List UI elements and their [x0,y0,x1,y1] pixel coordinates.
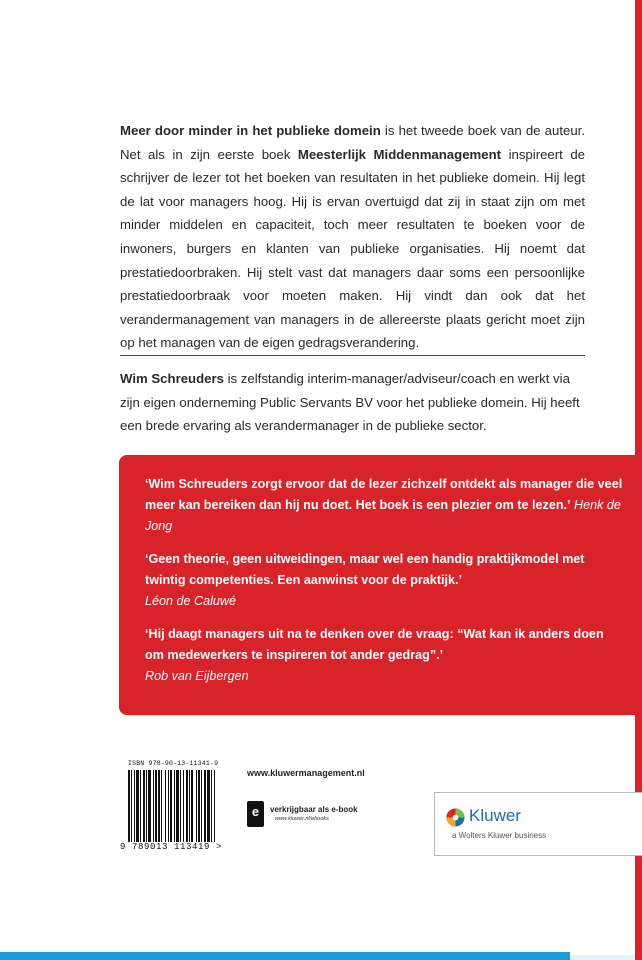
barcode-bar [214,770,215,842]
isbn-barcode [120,760,226,856]
publisher-name: Kluwer [469,806,521,825]
barcode-bar [189,770,190,842]
barcode-bar [134,770,135,842]
quote-text: ‘Wim Schreuders zorgt ervoor dat de lezer zichzelf ontdekt als manager die veel meer kan bereiken dan hij nu doet. Het boek is een plezier om te lezen.’ [145,477,623,512]
barcode-bar [174,770,175,842]
back-cover-blurb [120,119,585,355]
blurb-text-2: inspireert de schrijver de lezer tot het boeken van resultaten in het publieke domein. Hij legt de lat voor managers hoog. Hij is ervan overtuigd dat zij in staat zijn om met minder middelen en capaciteit, toch meer resultaten te boeken voor de inwoners, burgers en klanten van publieke organisaties. Hij noemt dat prestatiedoorbraken. Hij stelt vast dat managers daar soms een persoonlijke prestatiedoorbraak voor moeten maken. Hij vindt dan ook dat het verandermanagement van managers in de allereerste plaats gericht moet zijn op het managen van de eigen gedragsverandering. [120,146,586,351]
blurb-text-1: is het tweede boek van de auteur. Net als in zijn eerste boek [120,123,585,162]
barcode-bar [146,770,147,842]
quote-item [145,549,625,612]
barcode-bar [148,770,151,842]
ebook-icon: e [247,801,264,827]
quote-item [145,624,625,687]
isbn-label: ISBN 978-90-13-11341-9 [128,760,219,767]
blurb-paragraph [120,119,585,355]
quote-author: Léon de Caluwé [145,594,237,608]
quote-author: Rob van Eijbergen [145,669,249,683]
quote-text: ‘Geen theorie, geen uitweidingen, maar wel een handig praktijkmodel met twintig competenties. Een aanwinst voor de praktijk.’ [145,552,585,587]
bio-paragraph [120,367,585,438]
barcode-bar [180,770,181,842]
barcode-bars [128,770,224,842]
barcode-bar [153,770,154,842]
barcode-bar [170,770,172,842]
publisher-url: www.kluwermanagement.nl [247,768,365,778]
barcode-bar [168,770,169,842]
barcode-bar [176,770,179,842]
barcode-bar [140,770,141,842]
barcode-bar [198,770,200,842]
book-title: Meer door minder in het publieke domein [120,123,381,138]
barcode-bar [191,770,193,842]
barcode-bar [143,770,145,842]
author-name: Wim Schreuders [120,371,224,386]
barcode-bar [211,770,212,842]
author-bio [120,367,585,438]
barcode-bar [165,770,166,842]
barcode-bar [158,770,160,842]
barcode-bar [128,770,130,842]
barcode-digits: 9 789013 113419 > [120,842,223,852]
quote-item [145,474,625,537]
ebook-text-bold: e-book [331,805,358,814]
barcode-bar [136,770,139,842]
bottom-light-bar [570,955,635,960]
quote-author: Henk de Jong [145,498,621,533]
quote-text: ‘Hij daagt managers uit na te denken over de vraag: “Wat kan ik anders doen om medewerkers te inspireren tot ander gedrag”.’ [145,627,604,662]
barcode-bar [183,770,184,842]
bio-text: is zelfstandig interim-manager/adviseur/coach en werkt via zijn eigen onderneming Public Servants BV voor het publieke domein. Hij heeft een brede ervaring als verandermanager in de publieke sector. [120,371,580,434]
barcode-bar [196,770,197,842]
barcode-bar [201,770,202,842]
barcode-bar [155,770,157,842]
publisher-tagline: a Wolters Kluwer business [452,831,547,840]
ebook-text: verkrijgbaar als [270,805,332,814]
kluwer-logo-icon [446,808,465,827]
barcode-bar [161,770,162,842]
bottom-blue-bar [0,952,570,960]
barcode-bar [204,770,206,842]
section-divider [120,355,585,356]
publisher-logo-box [434,792,642,856]
ebook-url: www.kluwer.nl/ebooks [275,816,329,822]
barcode-bar [207,770,210,842]
quotes-list [145,474,625,699]
barcode-bar [186,770,188,842]
ebook-availability [270,805,358,814]
first-book-title: Meesterlijk Middenmanagement [297,146,502,162]
barcode-bar [131,770,132,842]
